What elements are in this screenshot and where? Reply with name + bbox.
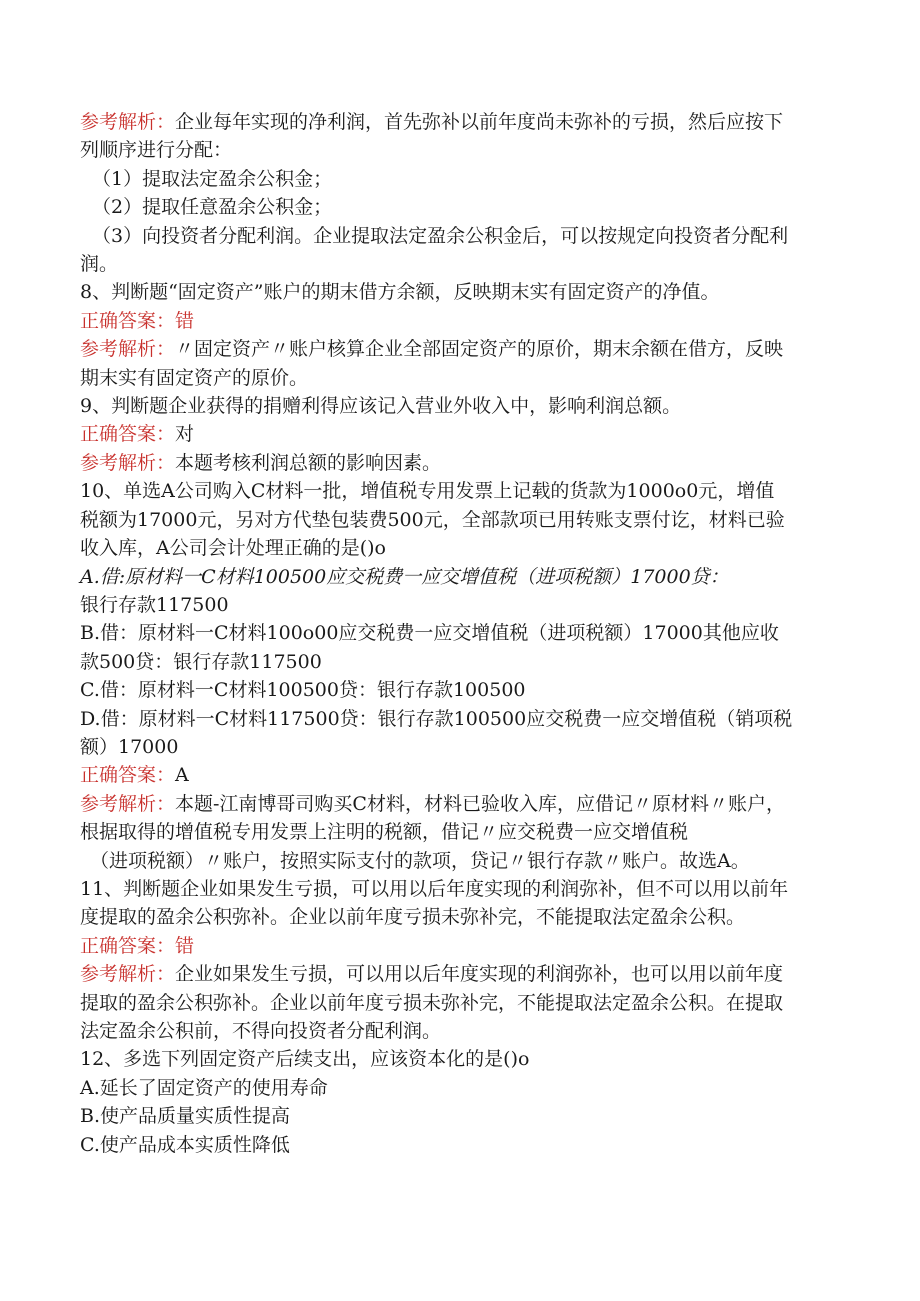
answer-label: 正确答案： [80,423,176,446]
text-line: （进项税额）〃账户，按照实际支付的款项，贷记〃银行存款〃账户。故选A。 [90,849,750,872]
text-line: 根据取得的增值税专用发票上注明的税额，借记〃应交税费一应交增值税 [80,821,689,844]
answer-value: 错 [175,309,195,332]
text-line: 列顺序进行分配： [80,139,233,162]
answer-line [80,761,840,789]
text: 企业每年实现的净利润，首先弥补以前年度尚未弥补的亏损，然后应按下 [175,111,784,133]
text: 本题-江南博哥司购买C材料，材料已验收入库，应借记〃原材料〃账户， [175,792,785,815]
ref-label: 参考解析： [80,451,176,474]
text-line: 银行存款117500 [80,593,229,616]
text-line: 法定盈余公积前，不得向投资者分配利润。 [80,1020,442,1042]
option-d: D.借：原材料一C材料117500贷：银行存款100500应交税费一应交增值税（销项税 [80,707,793,730]
list-item: （3）向投资者分配利润。企业提取法定盈余公积金后，可以按规定向投资者分配利 [92,224,789,247]
text-line: 额）17000 [80,735,179,758]
answer-line [80,932,840,960]
text-line: 款500贷：银行存款117500 [80,650,322,673]
text: 〃固定资产〃账户核算企业全部固定资产的原价，期末余额在借方，反映 [175,338,784,361]
answer-label: 正确答案： [80,934,176,957]
text-line: 度提取的盈余公积弥补。企业以前年度亏损未弥补完，不能提取法定盈余公积。 [80,906,746,929]
ref-label: 参考解析： [80,338,176,361]
option-b: B.借：原材料一C材料100o00应交税费一应交增值税（进项税额）17000其他应收 [80,622,779,645]
question-12: 12、多选下列固定资产后续支出，应该资本化的是()o [80,1048,530,1071]
text: 本题考核利润总额的影响因素。 [175,451,442,474]
option-c: C.使产品成本实质性降低 [80,1133,290,1156]
answer-value: 错 [175,934,195,957]
text-line: 税额为17000元，另对方代垫包装费500元，全部款项已用转账支票付讫，材料已验 [80,508,785,531]
text: 企业如果发生亏损，可以用以后年度实现的利润弥补，也可以用以前年度 [175,963,784,986]
question-9: 9、判断题企业获得的捐赠利得应该记入营业外收入中，影响利润总额。 [80,395,682,418]
ref-analysis-line [80,335,840,363]
list-item: （1）提取法定盈余公积金； [92,167,333,190]
question-8: 8、判断题“固定资产”账户的期末借方余额，反映期末实有固定资产的净值。 [80,281,720,304]
text-line: 期末实有固定资产的原价。 [80,366,309,389]
option-b: B.使产品质量实质性提高 [80,1105,291,1128]
answer-label: 正确答案： [80,309,176,332]
ref-analysis-line [80,790,840,818]
answer-line [80,307,840,335]
text-line: 润。 [80,253,119,276]
answer-value: A [175,764,189,787]
ref-label: 参考解析： [80,963,176,986]
document-body [80,108,840,1159]
ref-analysis-line [80,449,840,477]
ref-analysis-line [80,960,840,988]
list-item: （2）提取任意盈余公积金； [92,196,333,219]
text-line: 收入库，A公司会计处理正确的是()o [80,537,386,560]
ref-label: 参考解析： [80,111,176,133]
question-11: 11、判断题企业如果发生亏损，可以用以后年度实现的利润弥补，但不可以用以前年 [80,877,789,900]
question-10: 10、单选A公司购入C材料一批，增值税专用发票上记载的货款为1000o0元，增值 [80,480,775,503]
ref-analysis-line [80,108,840,136]
text-line: 提取的盈余公积弥补。企业以前年度亏损未弥补完，不能提取法定盈余公积。在提取 [80,991,784,1014]
ref-label: 参考解析： [80,792,176,815]
answer-value: 对 [175,423,195,446]
option-a: A.借:原材料一C材料100500应交税费一应交增值税（进项税额）17000贷： [80,565,729,588]
option-c: C.借：原材料一C材料100500贷：银行存款100500 [80,679,526,702]
answer-label: 正确答案： [80,764,176,787]
option-a: A.延长了固定资产的使用寿命 [80,1076,328,1099]
answer-line [80,420,840,448]
